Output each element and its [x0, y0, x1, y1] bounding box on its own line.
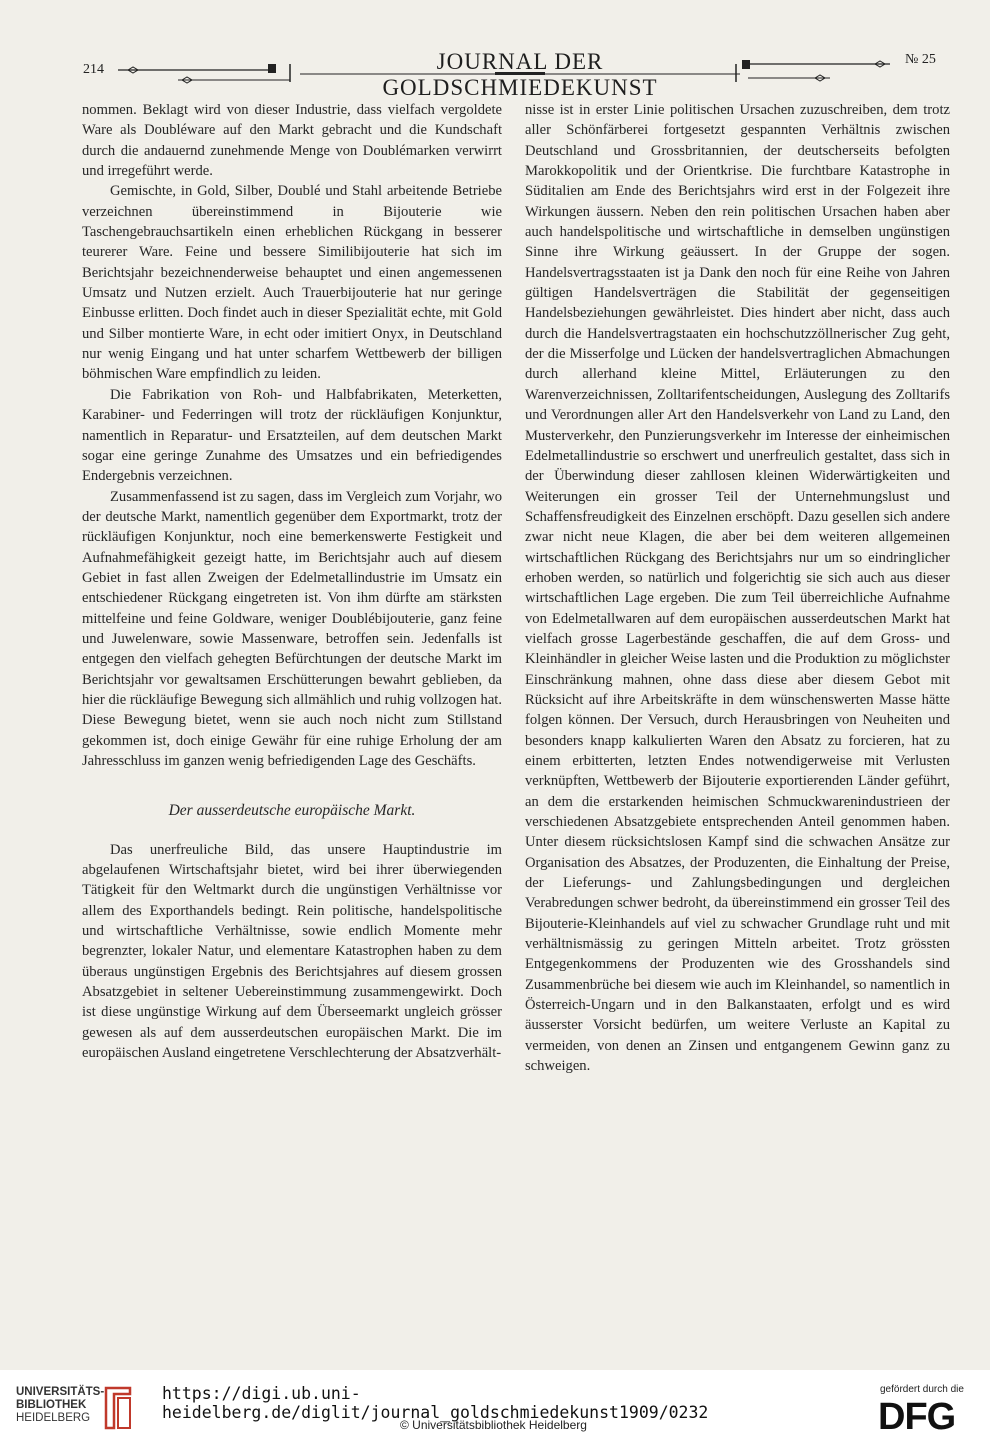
library-line: UNIVERSITÄTS- — [16, 1386, 105, 1398]
paragraph: Das unerfreuliche Bild, das unsere Hauptindustrie im abgelaufenen Wirtschaftsjahr bietet, wird bei ihrer überwiegenden Tätigkeit für den Weltmarkt durch die ungünstigen Verhältnisse vor allem des Exporthandels bedingt. Rein politische, handelspolitische und wirtschaftliche Verhältnisse, sowie endlich Momente mehr begrenzter, lokaler Natur, und elementare Katastrophen haben zu dem überaus ungünstigen Ergebnis des Berichtsjahres auf diesem grossen Absatzgebiet in seltener Uebereinstimmung zusammengewirkt. Doch ist diese ungünstige Wirkung auf dem Überseemarkt ungleich grösser gewesen als auf dem ausserdeutschen europäischen Markt. Die im europäischen Ausland eingetretene Verschlechterung der Absatzverhält- — [82, 841, 502, 1062]
library-logo-icon — [100, 1384, 136, 1430]
journal-title: JOURNAL DER GOLDSCHMIEDEKUNST — [382, 49, 658, 100]
paragraph: nommen. Beklagt wird von dieser Industrie, dass vielfach vergoldete Ware als Doubléware auf den Markt gebracht und die Kundschaft durch die andauernd zunehmende Menge von Doublémarken verwirrt und irregeführt werde. — [82, 102, 502, 180]
footer — [0, 1370, 990, 1445]
funding-label: gefördert durch die — [880, 1384, 964, 1395]
library-name — [16, 1386, 104, 1425]
copyright-notice: © Universitätsbibliothek Heidelberg — [400, 1418, 587, 1432]
issue-number: № 25 — [905, 52, 936, 67]
page-number: 214 — [83, 62, 104, 77]
paragraph: nisse ist in erster Linie politischen Ursachen zuzuschreiben, dem trotz aller Schönfärberei fortgesetzt gespannten Verhältnis zwischen Deutschland und Grossbritannien, der deutscherseits befolgten Marokkopolitik und der Orientkrise. Die furchtbare Katastrophe in Süditalien am Ende des Berichtsjahrs wird erst in der Folgezeit ihre Wirkungen äussern. Neben den rein politischen Ursachen haben aber auch handelspolitische und wirtschaftliche in demselben ungünstigen Sinne ihre Wirkung geäussert. In der Gruppe der sogen. Handelsvertragsstaaten ist ja Dank den noch für eine Reihe von Jahren gültigen Handelsverträgen die Stabilität der gegenseitigen Handelsbeziehungen gewährleistet. Dies hindert aber nicht, dass auch durch die Handelsvertragstaaten ein hochschutzzöllnerischer Zug geht, der die Misserfolge und Lücken der handelsvertraglichen Abmachungen durch allerhand kleine Mittel, Erläuterungen zu den Warenverzeichnissen, Zolltarifentscheidungen, Auslegung des Zolltarifs und Verordnungen aller Art den Handelsverkehr von Land zu Land, den Musterverkehr, den Punzierungsverkehr im Interesse der einheimischen Edelmetallindustrie so erschwert und unerfreulich gestaltet, dass sich in der Überwindung dieser zahllosen kleinen Widerwärtigkeiten und Weiterungen ein grosser Teil der Unternehmungslust und Schaffensfreudigkeit des Einzelnen erschöpft. Dazu gesellen sich andere zwar nicht neue Klagen, die aber bei dem weiteren allgemeinen wirtschaftlichen Rückgang des Berichtsjahrs nur um so eindringlicher erhoben werden, so natürlich und folgerichtig sie sich auch aus dieser wirtschaftlichen Lage ergeben. Die zum Teil überreichliche Aufnahme von Edelmetallwaren auf dem europäischen ausserdeutschen Markt hat vielfach grosse Lagerbestände geschaffen, die auf dem Gross- und Kleinhändler in gleicher Weise lasten und die Produktion zu möglichster Einschränkung mahnen, ohne dass diese aber diesem Gebot mit Rücksicht auf ihre Arbeitskräfte in dem wünschenswerten Masse hätte folgen können. Der Versuch, durch Herausbringen von Neuheiten und besonders knapp kalkulierten Waren den Absatz zu forcieren, hat zu einem erbitterten, letzten Endes notwendigerweise mit Verlusten verknüpften, Wettbewerb der Bijouterie exportierenden Länder geführt, an dem die erstarkenden heimischen Schmuckwarenindustrieen der verschiedenen Absatzgebiete entsprechenden Anteil genommen haben. Unter diesem rücksichtslosen Kampf sind die schwachen Ansätze zur Organisation des Absatzes, der Produzenten, die Einhaltung der Preise, der Lieferungs- und Zahlungsbedingungen und dergleichen Verabredungen schwer bedroht, da übereinstimmend ein grosser Teil des Bijouterie-Kleinhandels auf viel zu schwacher Grundlage ruht und mit verhältnismässig zu geringen Mitteln arbeitet. Trotz grössten Entgegenkommens der Produzenten wie des Grosshandels sind Zusammenbrüche bei diesem wie auch im Kleinhandel, so namentlich in Österreich-Ungarn und in den Balkanstaaten, erfolgt und es wird äusserster Vorsicht bedürfen, um weitere Verluste an Kapital zu vermeiden, von denen an Zinsen und entgangenem Gewinn ganz zu schweigen. — [525, 102, 950, 1075]
permalink-url[interactable]: https://digi.ub.uni-heidelberg.de/diglit/journal_goldschmiedekunst1909/0232 — [162, 1384, 709, 1422]
right-column — [525, 100, 950, 1077]
dfg-logo: DFG — [878, 1396, 956, 1438]
paragraph: Zusammenfassend ist zu sagen, dass im Vergleich zum Vorjahr, wo der deutsche Markt, namentlich gegenüber dem Exportmarkt, trotz der rückläufigen Konjunktur, noch eine bemerkenswerte Festigkeit und Aufnahmefähigkeit gezeigt hatte, im Berichtsjahr auch auf diesem Gebiet in fast allen Zweigen der Edelmetallindustrie im Umsatz ein entschiedener Rückgang eingetreten ist. Von ihm dürfte am stärksten mittelfeine und feine Goldware, weniger Doublébijouterie, ganz feine und Juwelenware, sowie Massenware, betroffen sein. Jedenfalls ist entgegen den vielfach gehegten Befürchtungen der deutsche Markt im Berichtsjahr vor gewaltsamen Erschütterungen bewahrt geblieben, da hier die rückläufige Bewegung sich allmählich und ruhig vollzogen hat. Diese Bewegung bietet, wenn sie auch noch nicht zum Stillstand gekommen ist, doch einige Gewähr für eine ruhige Erholung der am Jahresschluss im ganzen wenig befriedigenden Lage des Geschäfts. — [82, 488, 502, 769]
paragraph: Die Fabrikation von Roh- und Halbfabrikaten, Meterketten, Karabiner- und Federringen will trotz der rückläufigen Konjunktur, namentlich in Reparatur- und Ersatzteilen, auf dem deutschen Markt sogar eine geringe Zunahme des Umsatzes und ein befriedigendes Endergebnis verzeichnen. — [82, 386, 502, 485]
library-line: HEIDELBERG — [16, 1412, 91, 1424]
library-line: BIBLIOTHEK — [16, 1399, 87, 1411]
left-column — [82, 100, 502, 1063]
section-heading: Der ausserdeutsche europäische Markt. — [168, 802, 416, 820]
paragraph: Gemischte, in Gold, Silber, Doublé und Stahl arbeitende Betriebe verzeichnen übereinstimmend in Bijouterie wie Taschengebrauchsartikeln einen erheblichen Rückgang in besserer teurerer Ware. Feine und bessere Similibijouterie hat sich im Berichtsjahr bezeichnenderweise behauptet und einen angemessenen Umsatz und Nutzen erzielt. Auch Trauerbijouterie hat nur geringe Einbusse erlitten. Doch findet auch in dieser Spezialität echte, mit Gold und Silber montierte Ware, in echt oder imitiert Onyx, in Deutschland nur wenig Eingang und hat unter scharfem Wettbewerb der billigen böhmischen Ware empfindlich zu leiden. — [82, 183, 502, 383]
page-header — [0, 44, 990, 100]
